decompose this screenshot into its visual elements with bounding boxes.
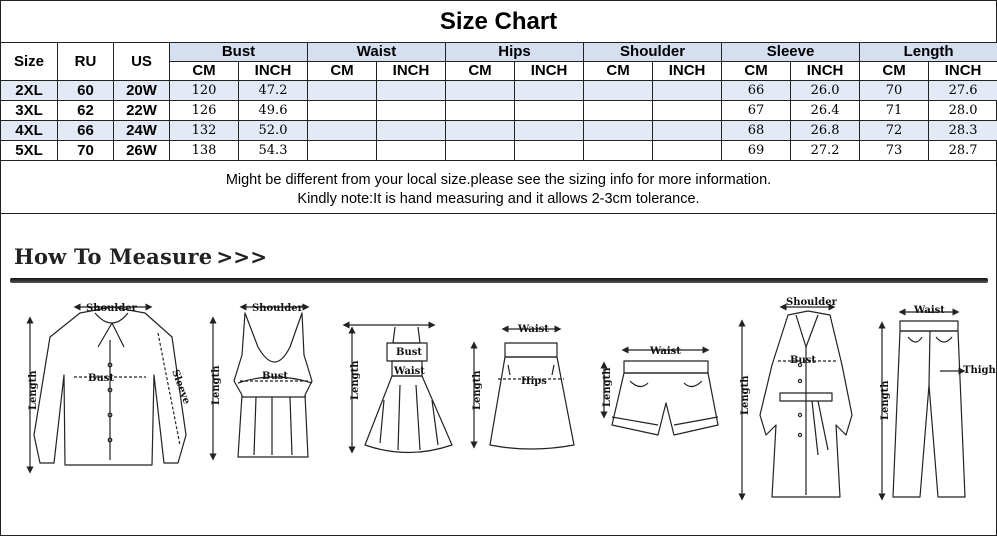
table-row bbox=[1, 141, 997, 161]
cell-hips-inch bbox=[515, 101, 584, 121]
cell-bust-inch: 49.6 bbox=[239, 101, 308, 121]
label-bust: Bust bbox=[88, 373, 114, 384]
col-sleeve: Sleeve bbox=[722, 43, 860, 62]
how-to-measure-heading bbox=[14, 244, 267, 269]
label-bust: Bust bbox=[262, 371, 288, 382]
dress-figure bbox=[346, 325, 452, 453]
cell-hips-cm bbox=[446, 141, 515, 161]
cell-waist-inch bbox=[377, 101, 446, 121]
label-length: Length bbox=[28, 370, 39, 410]
cell-hips-inch bbox=[515, 81, 584, 101]
cell-shoulder-inch bbox=[653, 81, 722, 101]
cell-sleeve-cm: 69 bbox=[722, 141, 791, 161]
label-waist: Waist bbox=[650, 346, 681, 357]
label-waist: Waist bbox=[394, 366, 425, 377]
cell-bust-cm: 120 bbox=[170, 81, 239, 101]
cell-waist-inch bbox=[377, 121, 446, 141]
how-to-measure-title: How To Measure bbox=[14, 244, 213, 269]
tank-top-figure bbox=[213, 307, 312, 457]
cell-shoulder-cm bbox=[584, 101, 653, 121]
col-waist: Waist bbox=[308, 43, 446, 62]
cell-shoulder-inch bbox=[653, 101, 722, 121]
unit-inch: INCH bbox=[929, 62, 997, 81]
cell-ru: 70 bbox=[58, 141, 114, 161]
unit-cm: CM bbox=[446, 62, 515, 81]
arrows-icon: >>> bbox=[216, 245, 268, 269]
section-divider bbox=[10, 278, 988, 283]
cell-length-cm: 71 bbox=[860, 101, 929, 121]
size-table bbox=[0, 42, 997, 161]
cell-size: 4XL bbox=[1, 121, 58, 141]
unit-cm: CM bbox=[170, 62, 239, 81]
cell-sleeve-inch: 27.2 bbox=[791, 141, 860, 161]
label-sleeve: Sleeve bbox=[169, 368, 192, 406]
unit-cm: CM bbox=[722, 62, 791, 81]
cell-bust-cm: 132 bbox=[170, 121, 239, 141]
cell-shoulder-inch bbox=[653, 141, 722, 161]
table-row bbox=[1, 101, 997, 121]
size-notes bbox=[0, 162, 997, 214]
unit-cm: CM bbox=[308, 62, 377, 81]
cell-hips-inch bbox=[515, 121, 584, 141]
col-ru: RU bbox=[58, 43, 114, 81]
cell-hips-cm bbox=[446, 121, 515, 141]
cell-waist-cm bbox=[308, 141, 377, 161]
cell-bust-inch: 47.2 bbox=[239, 81, 308, 101]
cell-waist-cm bbox=[308, 81, 377, 101]
shorts-figure bbox=[604, 350, 718, 435]
cell-bust-cm: 138 bbox=[170, 141, 239, 161]
cell-hips-cm bbox=[446, 101, 515, 121]
cell-sleeve-cm: 66 bbox=[722, 81, 791, 101]
blouse-figure bbox=[30, 307, 186, 470]
cell-length-inch: 28.3 bbox=[929, 121, 997, 141]
skirt-figure bbox=[474, 329, 574, 449]
unit-cm: CM bbox=[584, 62, 653, 81]
unit-inch: INCH bbox=[515, 62, 584, 81]
cell-length-inch: 27.6 bbox=[929, 81, 997, 101]
note-line: Might be different from your local size.please see the sizing info for more information. bbox=[225, 172, 772, 188]
cell-ru: 62 bbox=[58, 101, 114, 121]
pants-figure bbox=[882, 312, 965, 497]
cell-sleeve-cm: 68 bbox=[722, 121, 791, 141]
cell-shoulder-cm bbox=[584, 121, 653, 141]
cell-sleeve-inch: 26.0 bbox=[791, 81, 860, 101]
label-shoulder: Shoulder bbox=[786, 297, 837, 308]
table-row bbox=[1, 121, 997, 141]
cell-sleeve-inch: 26.8 bbox=[791, 121, 860, 141]
cell-length-cm: 73 bbox=[860, 141, 929, 161]
cell-hips-inch bbox=[515, 141, 584, 161]
page-title: Size Chart bbox=[0, 0, 997, 43]
cell-sleeve-inch: 26.4 bbox=[791, 101, 860, 121]
label-length: Length bbox=[211, 365, 222, 405]
cell-shoulder-inch bbox=[653, 121, 722, 141]
cell-length-cm: 70 bbox=[860, 81, 929, 101]
cell-sleeve-cm: 67 bbox=[722, 101, 791, 121]
label-thigh: Thigh bbox=[963, 365, 996, 376]
cell-size: 5XL bbox=[1, 141, 58, 161]
col-bust: Bust bbox=[170, 43, 308, 62]
label-shoulder: Shoulder bbox=[86, 303, 137, 314]
measurement-illustrations bbox=[0, 285, 997, 535]
coat-figure bbox=[742, 307, 852, 497]
col-us: US bbox=[114, 43, 170, 81]
label-length: Length bbox=[350, 360, 361, 400]
label-length: Length bbox=[880, 380, 891, 420]
label-bust: Bust bbox=[790, 355, 816, 366]
unit-cm: CM bbox=[860, 62, 929, 81]
cell-ru: 60 bbox=[58, 81, 114, 101]
col-length: Length bbox=[860, 43, 997, 62]
note-line: Kindly note:It is hand measuring and it allows 2-3cm tolerance. bbox=[297, 191, 700, 207]
cell-bust-inch: 52.0 bbox=[239, 121, 308, 141]
label-shoulder: Shoulder bbox=[252, 303, 303, 314]
cell-length-inch: 28.7 bbox=[929, 141, 997, 161]
cell-us: 24W bbox=[114, 121, 170, 141]
cell-shoulder-cm bbox=[584, 81, 653, 101]
label-bust: Bust bbox=[396, 347, 422, 358]
label-length: Length bbox=[602, 367, 613, 407]
label-length: Length bbox=[740, 375, 751, 415]
cell-length-cm: 72 bbox=[860, 121, 929, 141]
col-size: Size bbox=[1, 43, 58, 81]
cell-us: 20W bbox=[114, 81, 170, 101]
cell-shoulder-cm bbox=[584, 141, 653, 161]
cell-us: 22W bbox=[114, 101, 170, 121]
label-hips: Hips bbox=[521, 376, 547, 387]
cell-hips-cm bbox=[446, 81, 515, 101]
label-length: Length bbox=[472, 370, 483, 410]
unit-inch: INCH bbox=[377, 62, 446, 81]
cell-length-inch: 28.0 bbox=[929, 101, 997, 121]
group-header-row bbox=[1, 43, 997, 62]
cell-waist-inch bbox=[377, 81, 446, 101]
cell-waist-inch bbox=[377, 141, 446, 161]
cell-bust-cm: 126 bbox=[170, 101, 239, 121]
unit-inch: INCH bbox=[791, 62, 860, 81]
cell-waist-cm bbox=[308, 101, 377, 121]
table-row bbox=[1, 81, 997, 101]
cell-size: 3XL bbox=[1, 101, 58, 121]
cell-ru: 66 bbox=[58, 121, 114, 141]
unit-inch: INCH bbox=[653, 62, 722, 81]
cell-size: 2XL bbox=[1, 81, 58, 101]
label-waist: Waist bbox=[518, 324, 549, 335]
col-shoulder: Shoulder bbox=[584, 43, 722, 62]
unit-inch: INCH bbox=[239, 62, 308, 81]
cell-us: 26W bbox=[114, 141, 170, 161]
cell-waist-cm bbox=[308, 121, 377, 141]
col-hips: Hips bbox=[446, 43, 584, 62]
cell-bust-inch: 54.3 bbox=[239, 141, 308, 161]
label-waist: Waist bbox=[914, 305, 945, 316]
